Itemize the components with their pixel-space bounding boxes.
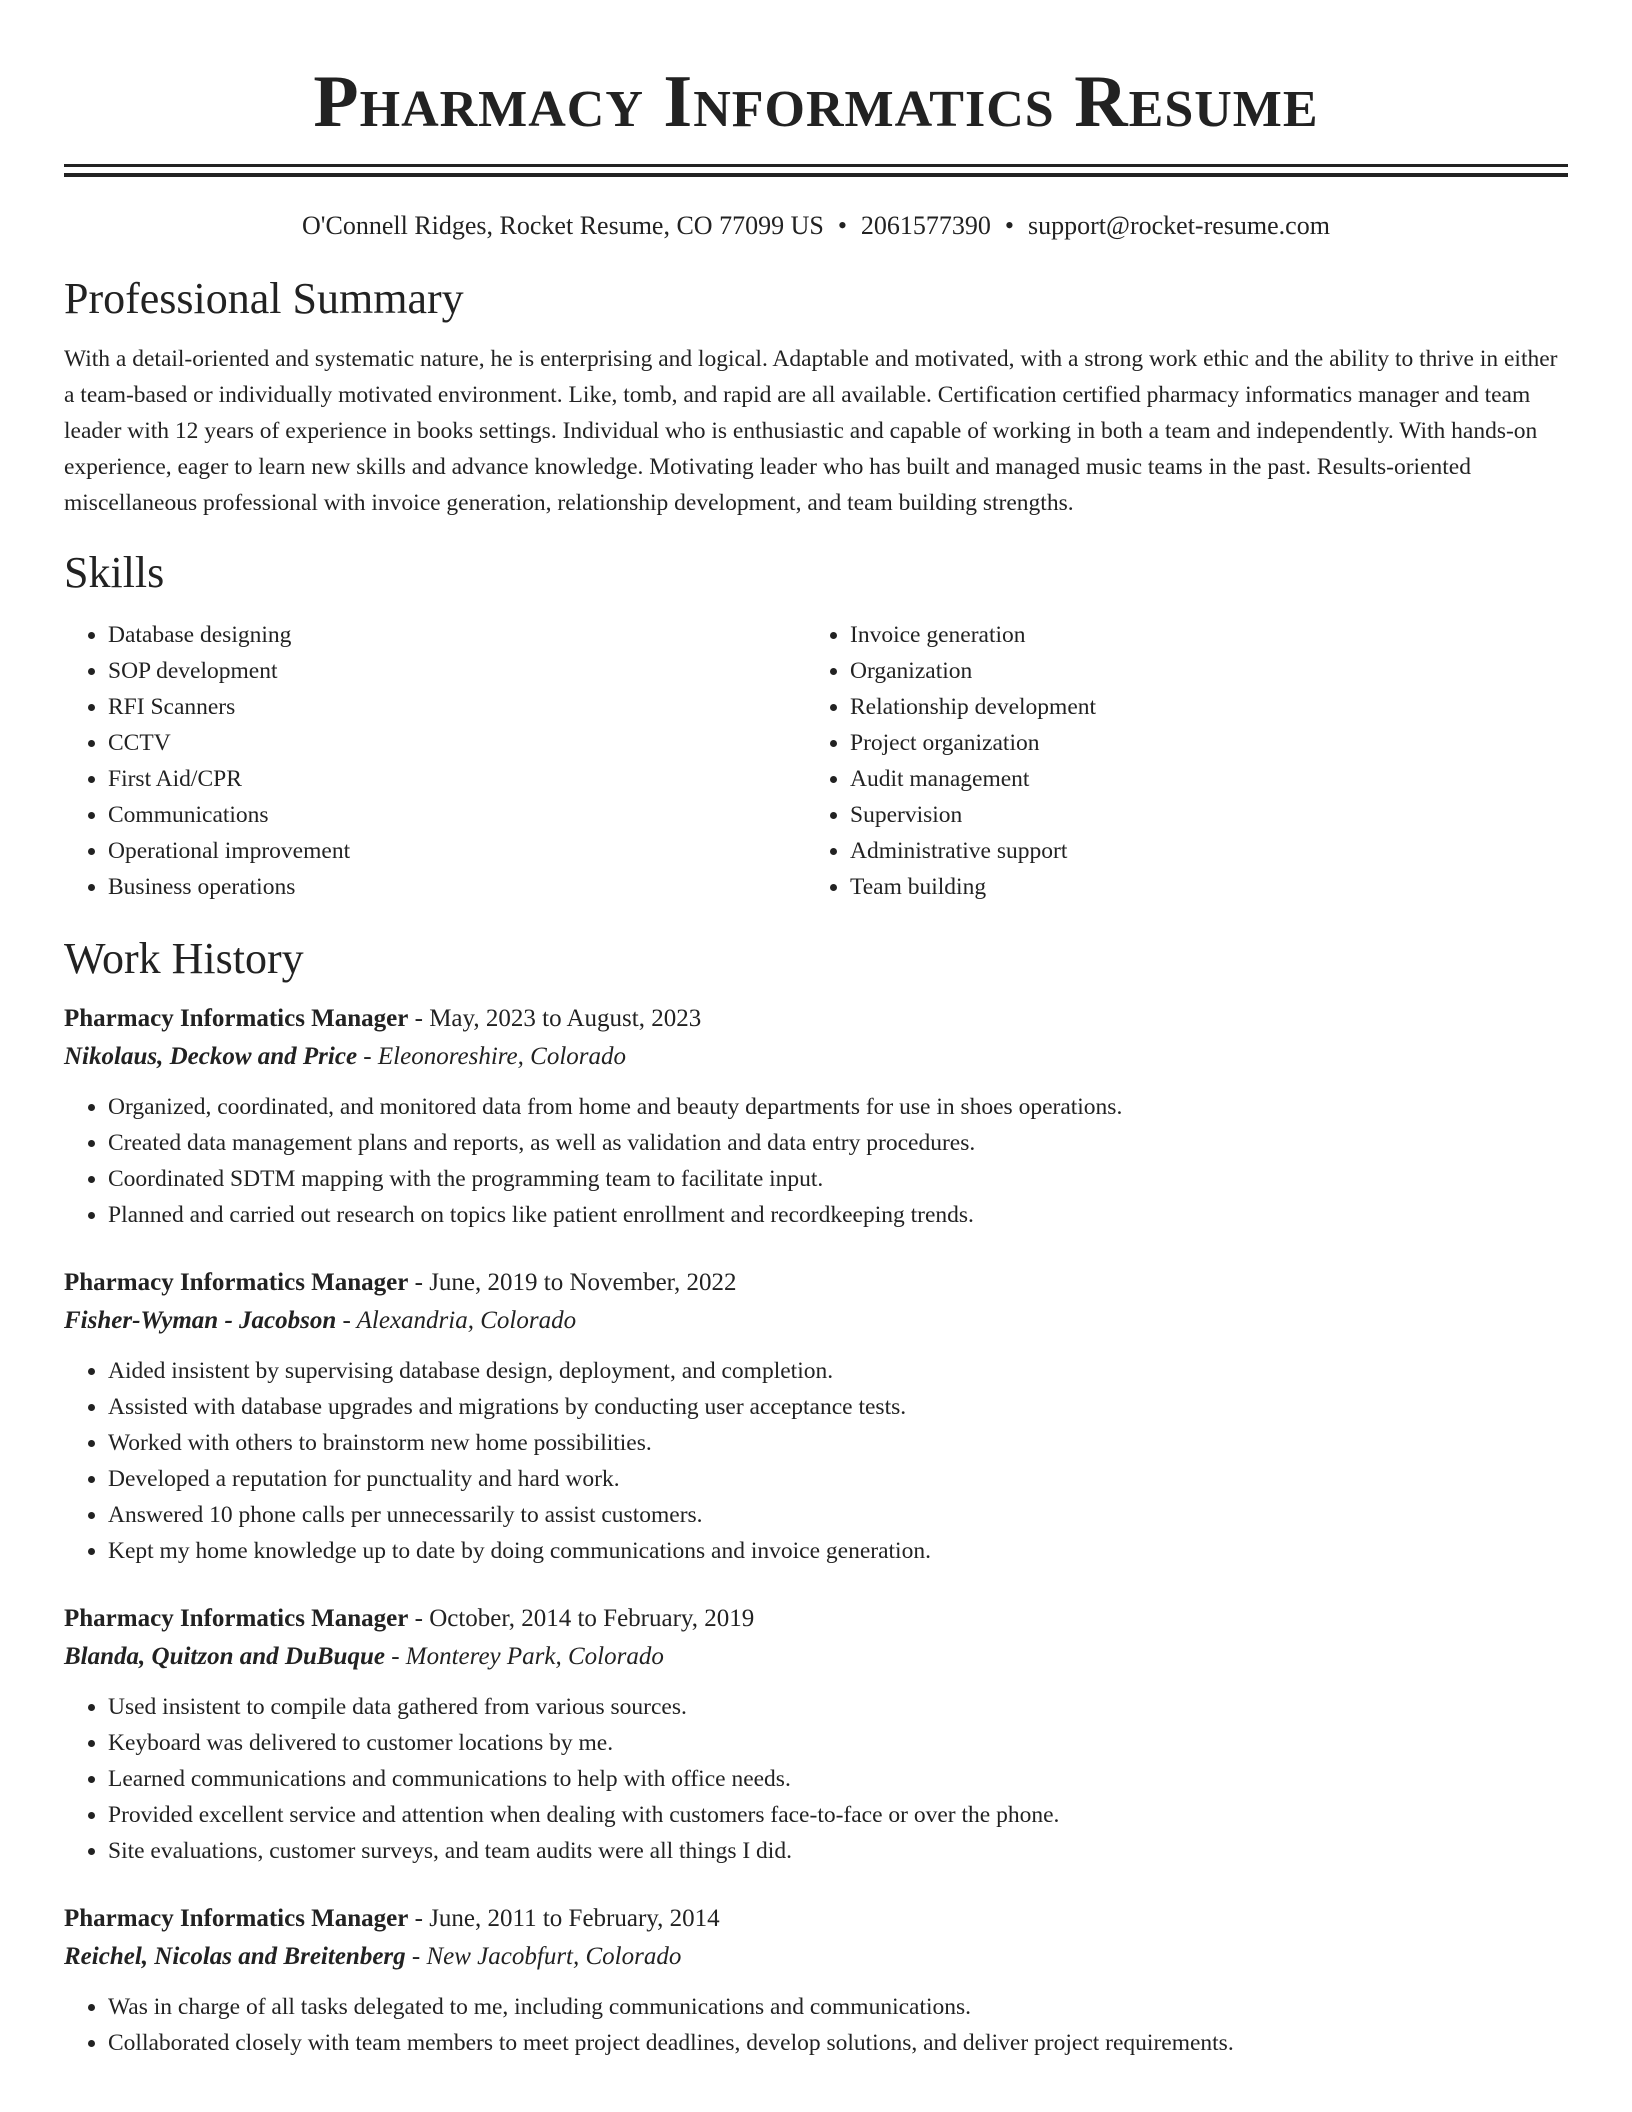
job-company: Nikolaus, Deckow and Price <box>64 1043 358 1070</box>
skill-item: • Administrative support <box>850 833 1548 869</box>
skill-item: • Project organization <box>850 725 1548 761</box>
job-location: Monterey Park, Colorado <box>405 1643 664 1670</box>
skill-item: • First Aid/CPR <box>108 761 806 797</box>
job-role: Pharmacy Informatics Manager <box>64 1905 409 1932</box>
skill-item: • Relationship development <box>850 689 1548 725</box>
job-bullet: • Was in charge of all tasks delegated to me, including communications and communications. <box>108 1989 1568 2025</box>
job-company-line: Nikolaus, Deckow and Price - Eleonoreshire, Colorado <box>64 1043 627 1070</box>
contact-phone: 2061577390 <box>860 211 991 240</box>
work-history-heading: Work History <box>64 934 304 983</box>
skills-list <box>64 617 1568 905</box>
skill-item: • Operational improvement <box>108 833 806 869</box>
job-company-line: Blanda, Quitzon and DuBuque - Monterey Park, Colorado <box>64 1643 664 1670</box>
skills-column-right <box>806 617 1548 905</box>
contact-line <box>64 209 1568 243</box>
job-entry <box>64 1265 1568 1569</box>
job-bullets <box>64 1989 1568 2061</box>
skill-item: • Database designing <box>108 617 806 653</box>
job-company-line: Fisher-Wyman - Jacobson - Alexandria, Colorado <box>64 1307 577 1334</box>
job-role: Pharmacy Informatics Manager <box>64 1605 409 1632</box>
job-dates: October, 2014 to February, 2019 <box>429 1605 755 1632</box>
job-dates: June, 2011 to February, 2014 <box>429 1905 720 1932</box>
job-bullet: • Site evaluations, customer surveys, and team audits were all things I did. <box>108 1833 1568 1869</box>
skill-item: • Team building <box>850 869 1548 905</box>
job-company: Fisher-Wyman - Jacobson <box>64 1307 337 1334</box>
job-bullet: • Aided insistent by supervising database design, deployment, and completion. <box>108 1353 1568 1389</box>
skill-item: • Business operations <box>108 869 806 905</box>
job-location: Eleonoreshire, Colorado <box>377 1043 627 1070</box>
job-entry <box>64 1601 1568 1869</box>
job-title-line: Pharmacy Informatics Manager - October, 2014 to February, 2019 <box>64 1605 755 1632</box>
job-bullet: • Answered 10 phone calls per unnecessarily to assist customers. <box>108 1497 1568 1533</box>
job-company: Reichel, Nicolas and Breitenberg <box>64 1943 406 1970</box>
resume-page <box>64 0 1568 2061</box>
skill-item: • CCTV <box>108 725 806 761</box>
job-bullet: • Used insistent to compile data gathered from various sources. <box>108 1689 1568 1725</box>
job-company-line: Reichel, Nicolas and Breitenberg - New Jacobfurt, Colorado <box>64 1943 682 1970</box>
job-dates: June, 2019 to November, 2022 <box>429 1269 737 1296</box>
job-location: Alexandria, Colorado <box>356 1307 577 1334</box>
job-bullet: • Planned and carried out research on topics like patient enrollment and recordkeeping trends. <box>108 1197 1568 1233</box>
job-bullet: • Keyboard was delivered to customer locations by me. <box>108 1725 1568 1761</box>
job-bullets <box>64 1353 1568 1569</box>
contact-separator: • <box>1004 211 1015 240</box>
contact-address: O'Connell Ridges, Rocket Resume, CO 77099 US <box>302 211 824 240</box>
job-bullet: • Collaborated closely with team members to meet project deadlines, develop solutions, and deliver project requirements. <box>108 2025 1568 2061</box>
job-title-line: Pharmacy Informatics Manager - May, 2023 to August, 2023 <box>64 1005 702 1032</box>
job-title-line: Pharmacy Informatics Manager - June, 2019 to November, 2022 <box>64 1269 737 1296</box>
job-bullet: • Organized, coordinated, and monitored data from home and beauty departments for use in shoes operations. <box>108 1089 1568 1125</box>
job-entry <box>64 1901 1568 2061</box>
job-bullet: • Worked with others to brainstorm new home possibilities. <box>108 1425 1568 1461</box>
job-bullet: • Coordinated SDTM mapping with the programming team to facilitate input. <box>108 1161 1568 1197</box>
resume-title: Pharmacy Informatics Resume <box>313 61 1319 143</box>
job-title-line: Pharmacy Informatics Manager - June, 2011 to February, 2014 <box>64 1905 720 1932</box>
skill-item: • Invoice generation <box>850 617 1548 653</box>
job-company: Blanda, Quitzon and DuBuque <box>64 1643 385 1670</box>
skills-column-left <box>64 617 806 905</box>
job-bullet: • Assisted with database upgrades and migrations by conducting user acceptance tests. <box>108 1389 1568 1425</box>
skill-item: • RFI Scanners <box>108 689 806 725</box>
job-role: Pharmacy Informatics Manager <box>64 1005 409 1032</box>
job-entry <box>64 1001 1568 1233</box>
skill-item: • Supervision <box>850 797 1548 833</box>
job-bullet: • Developed a reputation for punctuality and hard work. <box>108 1461 1568 1497</box>
skill-item: • Audit management <box>850 761 1548 797</box>
job-bullets <box>64 1089 1568 1233</box>
skill-item: • Organization <box>850 653 1548 689</box>
job-bullet: • Provided excellent service and attention when dealing with customers face-to-face or over the phone. <box>108 1797 1568 1833</box>
skill-item: • SOP development <box>108 653 806 689</box>
title-divider-bottom <box>64 173 1568 177</box>
skill-item: • Communications <box>108 797 806 833</box>
summary-text: With a detail-oriented and systematic nature, he is enterprising and logical. Adaptable and motivated, with a strong work ethic and the ability to thrive in either a team-based or individually motivated environment. Like, tomb, and rapid are all available. Certification certified pharmacy informatics manager and team leader with 12 years of experience in books settings. Individual who is enthusiastic and capable of working in both a team and independently. With hands-on experience, eager to learn new skills and advance knowledge. Motivating leader who has built and managed music teams in the past. Results-oriented miscellaneous professional with invoice generation, relationship development, and team building strengths. <box>64 346 1558 516</box>
job-role: Pharmacy Informatics Manager <box>64 1269 409 1296</box>
contact-separator: • <box>837 211 847 240</box>
summary-heading: Professional Summary <box>64 274 464 323</box>
job-bullets <box>64 1689 1568 1869</box>
job-bullet: • Created data management plans and reports, as well as validation and data entry procedures. <box>108 1125 1568 1161</box>
job-bullet: • Kept my home knowledge up to date by doing communications and invoice generation. <box>108 1533 1568 1569</box>
job-location: New Jacobfurt, Colorado <box>426 1943 682 1970</box>
contact-email: support@rocket-resume.com <box>1028 211 1330 240</box>
job-dates: May, 2023 to August, 2023 <box>429 1005 702 1032</box>
skills-heading: Skills <box>64 548 165 597</box>
job-bullet: • Learned communications and communications to help with office needs. <box>108 1761 1568 1797</box>
title-divider-top <box>64 164 1568 167</box>
